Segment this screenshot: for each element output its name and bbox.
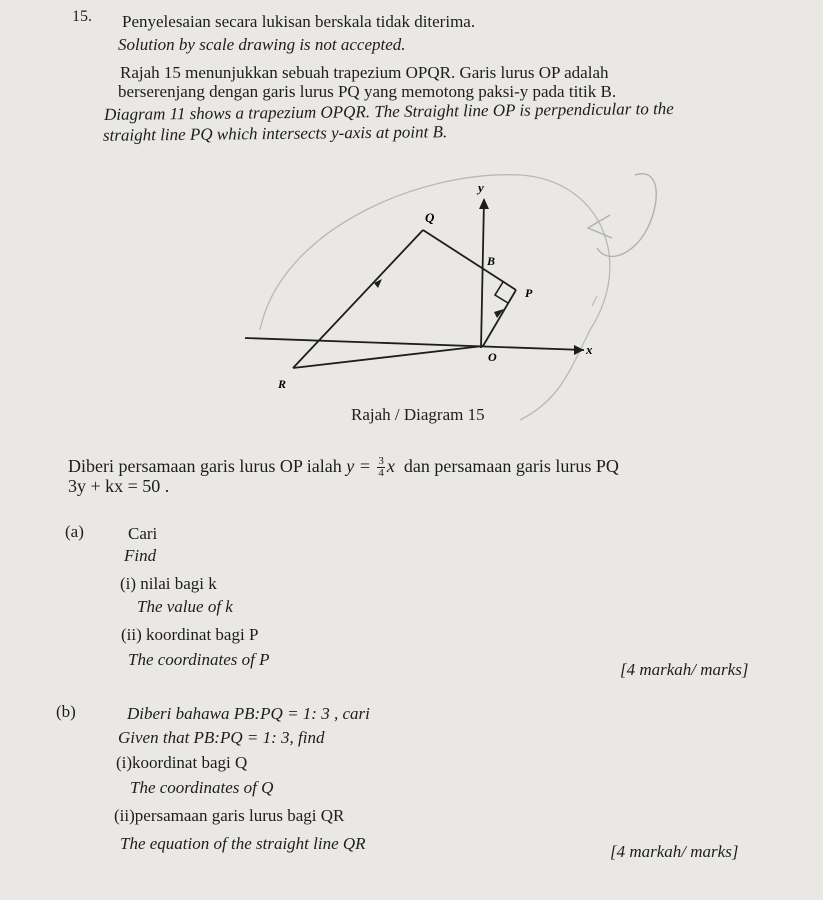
part-a-i-english: The value of k	[137, 597, 233, 616]
label-P: P	[525, 286, 533, 300]
part-a-ii-english: The coordinates of P	[128, 650, 270, 669]
pencil-k-mark	[588, 215, 612, 238]
description-english-line-1: Diagram 11 shows a trapezium OPQR. The Straight line OP is perpendicular to the	[103, 99, 674, 124]
instruction-malay: Penyelesaian secara lukisan berskala tidak diterima.	[122, 12, 476, 31]
instruction-english: Solution by scale drawing is not accepted.	[118, 35, 406, 54]
line-QP	[423, 230, 516, 290]
part-b-i-malay: (i)koordinat bagi Q	[116, 753, 248, 772]
y-axis-arrow-icon	[479, 198, 489, 209]
part-b-given-english: Given that PB:PQ = 1: 3, find	[118, 728, 325, 747]
right-angle-marker	[495, 282, 508, 303]
y-axis	[481, 200, 484, 348]
given-fraction	[377, 456, 385, 479]
part-a-heading-english: Find	[124, 546, 157, 565]
label-Q: Q	[425, 210, 435, 225]
label-y-axis: y	[478, 180, 484, 195]
given-frac-den: 4	[378, 467, 384, 480]
label-R: R	[278, 377, 287, 391]
given-eq-x: x	[386, 456, 395, 476]
part-a-heading-malay: Cari	[128, 524, 158, 543]
diagram-caption-text: Rajah / Diagram 15	[351, 405, 485, 424]
description-malay-line-1: Rajah 15 menunjukkan sebuah trapezium OPQR. Garis lurus OP adalah	[120, 63, 609, 82]
part-b-given-malay: Diberi bahawa PB:PQ = 1: 3 , cari	[127, 704, 370, 723]
part-a-ii-malay: (ii) koordinat bagi P	[121, 625, 259, 644]
given-text-before: Diberi persamaan garis lurus OP ialah	[68, 456, 342, 476]
label-O: O	[488, 350, 497, 364]
description-malay-line-2: berserenjang dengan garis lurus PQ yang memotong paksi-y pada titik B.	[118, 82, 617, 101]
given-eq-y: y =	[346, 456, 371, 476]
line-RO	[293, 346, 483, 368]
pencil-circle-annotation	[260, 175, 610, 420]
line-QR	[293, 230, 423, 368]
part-a-i-malay: (i) nilai bagi k	[120, 574, 217, 593]
part-b-ii-english: The equation of the straight line QR	[120, 834, 366, 853]
question-number: 15.	[72, 8, 92, 25]
label-B: B	[487, 254, 496, 268]
part-b-marks: [4 markah/ marks]	[610, 842, 739, 861]
given-text-after: dan persamaan garis lurus PQ	[403, 456, 619, 476]
x-axis	[245, 338, 584, 350]
part-a-label: (a)	[65, 522, 84, 541]
label-x-axis: x	[586, 342, 593, 357]
given-equation-pq: 3y + kx = 50 .	[68, 476, 170, 496]
given-frac-num: 3	[378, 455, 384, 468]
description-english-line-2: straight line PQ which intersects y-axis at point B.	[102, 122, 448, 145]
part-b-ii-malay: (ii)persamaan garis lurus bagi QR	[114, 806, 345, 825]
pencil-tick-mark	[592, 296, 597, 306]
part-b-label: (b)	[56, 702, 76, 721]
pencil-scribble-annotation	[597, 174, 656, 257]
part-a-marks: [4 markah/ marks]	[620, 660, 749, 679]
diagram-caption	[351, 405, 485, 425]
part-b-i-english: The coordinates of Q	[130, 778, 274, 797]
